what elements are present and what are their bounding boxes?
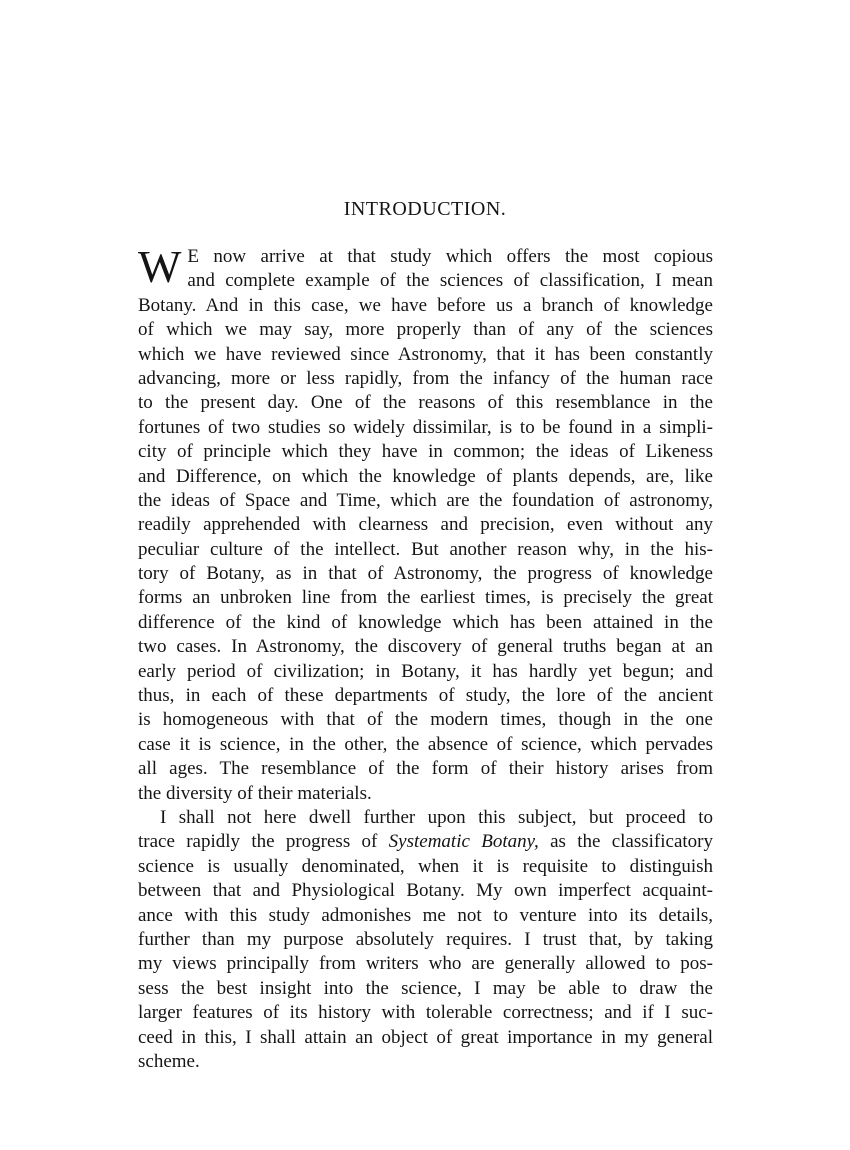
text-line: fortunes of two studies so widely dissimilar, is to be found in a simpli- [138, 416, 713, 438]
text-line: which we have reviewed since Astronomy, that it has been constantly [138, 343, 713, 365]
text-line: all ages. The resemblance of the form of their history arises from [138, 758, 713, 780]
text-line: and Difference, on which the knowledge of plants depends, are, like [138, 465, 713, 487]
text-line: my views principally from writers who are generally allowed to pos- [138, 953, 713, 975]
body-text [138, 241, 713, 1074]
text-line: and complete example of the sciences of classification, I mean [187, 270, 713, 292]
italic-term: Systematic Botany, [388, 831, 539, 853]
text-line: the diversity of their materials. [138, 782, 372, 804]
text-line: difference of the kind of knowledge which has been attained in the [138, 611, 713, 633]
text-line: to the present day. One of the reasons of this resemblance in the [138, 392, 713, 414]
chapter-heading: INTRODUCTION. [343, 198, 507, 220]
text-line: is homogeneous with that of the modern times, though in the one [138, 709, 713, 731]
paragraph-2 [138, 806, 713, 1074]
text-line: advancing, more or less rapidly, from the infancy of the human race [138, 367, 713, 389]
text-line: peculiar culture of the intellect. But another reason why, in the his- [138, 538, 713, 560]
text-line-with-italic [138, 830, 713, 854]
text-line: two cases. In Astronomy, the discovery of general truths began at an [138, 636, 713, 658]
text-line: scheme. [138, 1050, 200, 1072]
text-line: ance with this study admonishes me not to venture into its details, [138, 904, 713, 926]
text-line: between that and Physiological Botany. My own imperfect acquaint- [138, 880, 713, 902]
text-line: larger features of its history with tolerable correctness; and if I suc- [138, 1002, 713, 1024]
text-segment: trace rapidly the progress of [138, 831, 378, 853]
text-line: further than my purpose absolutely requires. I trust that, by taking [138, 928, 713, 950]
paragraph-1 [138, 241, 713, 806]
text-line: I shall not here dwell further upon this subject, but proceed to [160, 806, 713, 828]
text-line: city of principle which they have in common; the ideas of Likeness [138, 441, 713, 463]
text-line: forms an unbroken line from the earliest times, is precisely the great [138, 587, 713, 609]
text-segment: as the classificatory [550, 831, 713, 853]
text-line: tory of Botany, as in that of Astronomy, the progress of knowledge [138, 563, 713, 585]
text-line: sess the best insight into the science, I may be able to draw the [138, 977, 713, 999]
text-line: early period of civilization; in Botany, it has hardly yet begun; and [138, 660, 713, 682]
text-line: Botany. And in this case, we have before us a branch of knowledge [138, 294, 713, 316]
text-line: of which we may say, more properly than of any of the sciences [138, 319, 713, 341]
text-line: case it is science, in the other, the absence of science, which pervades [138, 733, 713, 755]
text-line: ceed in this, I shall attain an object of great importance in my general [138, 1026, 713, 1048]
text-line: thus, in each of these departments of study, the lore of the ancient [138, 685, 713, 707]
drop-cap: W [138, 241, 182, 292]
text-line: science is usually denominated, when it is requisite to distinguish [138, 855, 713, 877]
text-line: E now arrive at that study which offers the most copious [187, 246, 713, 267]
text-line: readily apprehended with clearness and precision, even without any [138, 514, 713, 536]
text-line: the ideas of Space and Time, which are the foundation of astronomy, [138, 489, 713, 511]
